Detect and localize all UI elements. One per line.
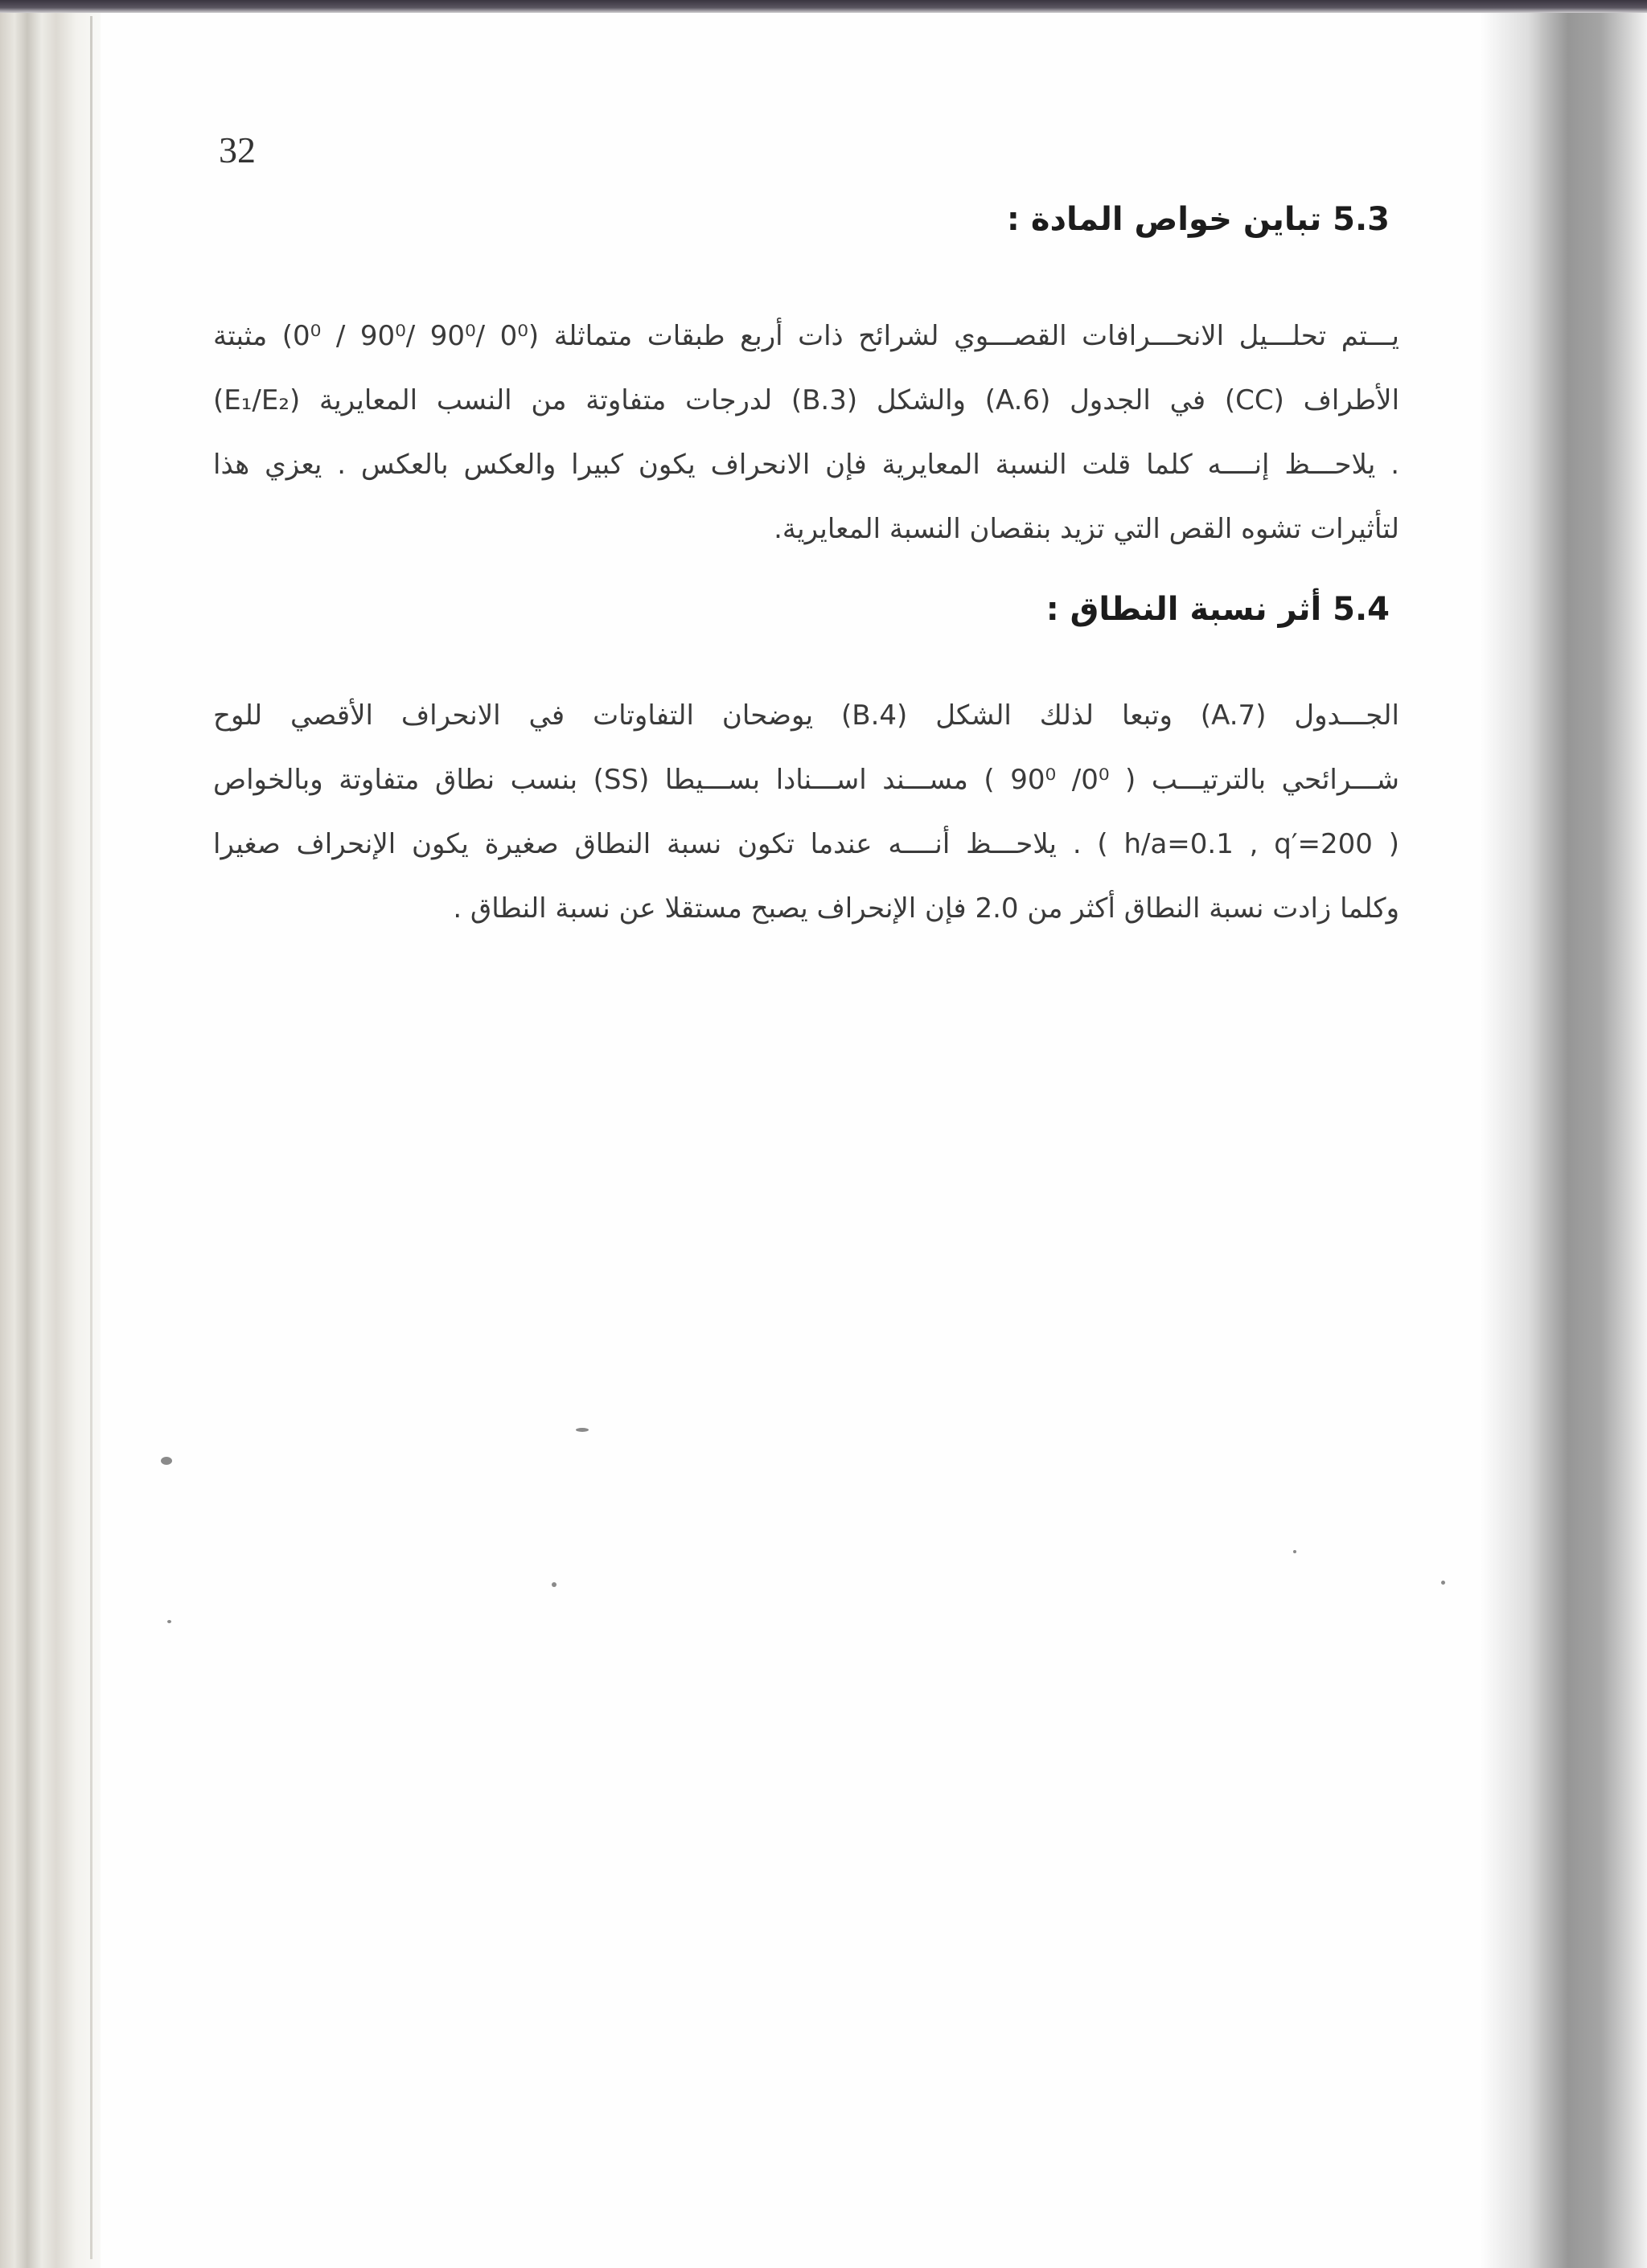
paragraph-line: يـــتم تحلـــيل الانحـــرافات القصـــوي لشرائح ذات أربع طبقات متماثلة (0⁰ /90⁰ /90⁰ / 0⁰) مثبتة — [213, 320, 1399, 352]
section-heading-5-3: 5.3 تباين خواص المادة : — [1006, 201, 1390, 238]
scanner-top-strip — [0, 0, 1647, 13]
scan-speck — [167, 1620, 171, 1623]
paragraph-line: . يلاحـــظ إنــــه كلما قلت النسبة المعايرية فإن الانحراف يكون كبيرا والعكس بالعكس . يعزي هذا — [213, 449, 1399, 481]
scan-speck — [576, 1428, 589, 1432]
paragraph-line: الأطراف (CC) في الجدول (A.6) والشكل (B.3) لدرجات متفاوتة من النسب المعايرية (E₁/E₂) — [213, 384, 1400, 416]
page-number: 32 — [219, 129, 256, 170]
scan-speck — [1441, 1581, 1445, 1585]
paragraph-line: لتأثيرات تشوه القص التي تزيد بنقصان النسبة المعايرية. — [774, 513, 1399, 545]
page-stack-line — [90, 16, 92, 2259]
paragraph-line: الجـــدول (A.7) وتبعا لذلك الشكل (B.4) يوضحان التفاوتات في الانحراف الأقصي للوح — [213, 699, 1399, 732]
paragraph-line: ( h/a=0.1 , q′=200 ) . يلاحـــظ أنــــه عندما تكون نسبة النطاق صغيرة يكون الإنحراف صغيرا — [213, 828, 1399, 860]
spine-shadow — [1480, 0, 1647, 2268]
book-left-edge — [0, 0, 105, 2268]
scan-speck — [161, 1457, 172, 1465]
scan-speck — [552, 1582, 557, 1587]
scan-speck — [1293, 1550, 1296, 1553]
section-paragraph-5-4 — [213, 683, 1399, 941]
section-paragraph-5-3 — [213, 304, 1399, 561]
paragraph-line: شـــرائحي بالترتيـــب ( 0⁰/ 90⁰ ) مســـند اســـنادا بســـيطا (SS) بنسب نطاق متفاوتة وبالخواص — [213, 764, 1400, 796]
paragraph-line: وكلما زادت نسبة النطاق أكثر من 2.0 فإن الإنحراف يصبح مستقلا عن نسبة النطاق . — [453, 892, 1399, 925]
section-heading-5-4: 5.4 أثر نسبة النطاق : — [1045, 591, 1390, 628]
